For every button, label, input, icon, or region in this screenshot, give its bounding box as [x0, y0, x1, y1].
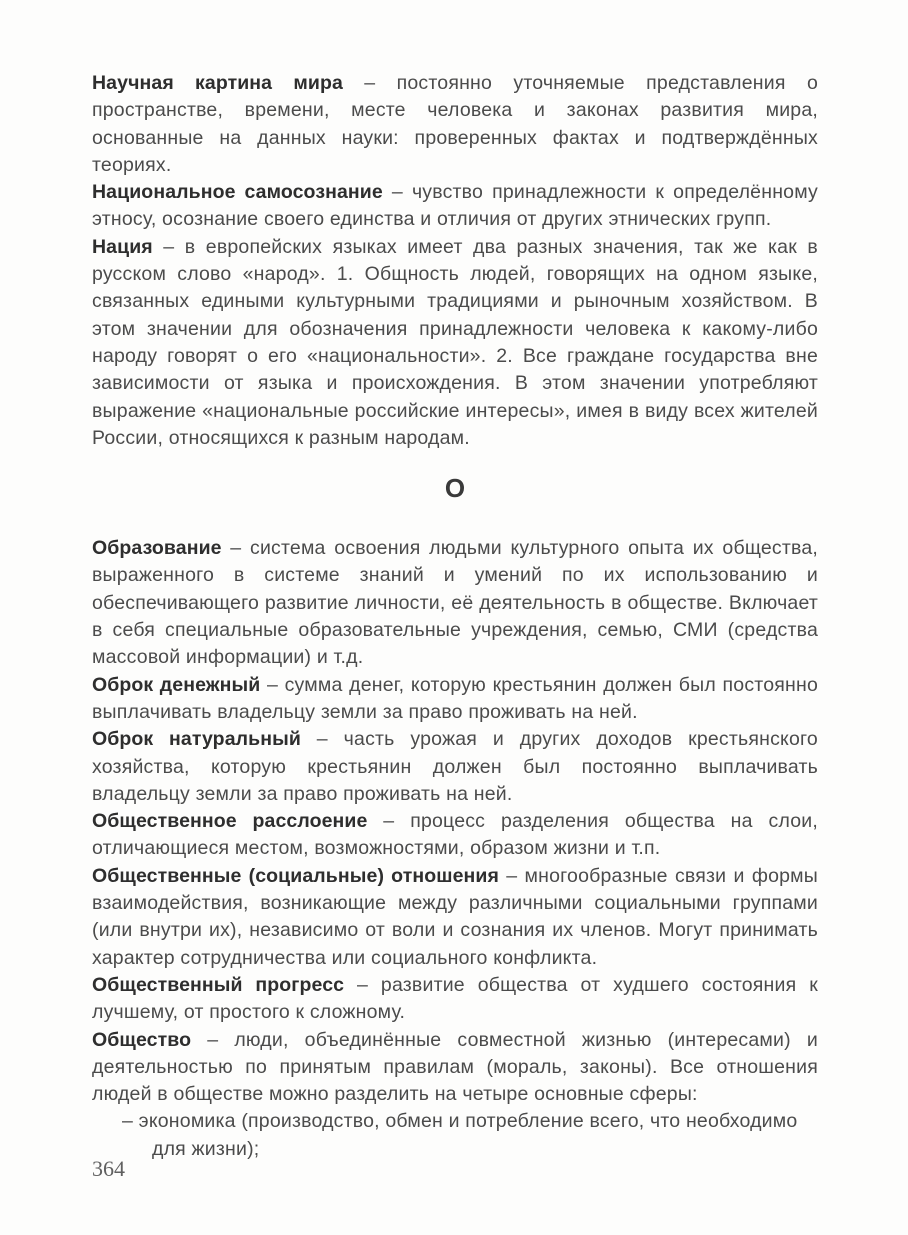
- glossary-content: [92, 70, 818, 1163]
- entry-term: Общественные (социальные) отношения: [92, 864, 499, 887]
- entry-definition: – процесс разделения общества на слои, отличающиеся местом, возможностями, образом жизни и т.п.: [92, 810, 819, 860]
- glossary-entry-obrok-denezhnyj: [92, 672, 818, 727]
- glossary-entry-obshchestvennye-otnosheniya: [92, 863, 818, 972]
- page-number: 364: [92, 1156, 125, 1181]
- glossary-entry-obrok-naturalnyj: [92, 726, 818, 808]
- entry-definition: – многообразные связи и формы взаимодействия, возникающие между различными социальными группами (или внутри их), независимо от воли и сознания их членов. Могут принимать характер сотрудничества или социального конфликта.: [92, 864, 818, 969]
- glossary-entry-obshchestvo: [92, 1027, 818, 1109]
- entry-definition: – система освоения людьми культурного опыта их общества, выраженного в системе знаний и умений по их использованию и обеспечивающего развитие личности, её деятельность в обществе. Включает в себя специальные образовательные учреждения, семью, СМИ (средства массовой информации) и т.д.: [92, 537, 818, 669]
- sphere-list-item-economy: – экономика (производство, обмен и потребление всего, что необходимо для жизни);: [122, 1110, 798, 1160]
- entry-definition: – чувство принадлежности к определённому этносу, осознание своего единства и отличия от других этнических групп.: [92, 181, 818, 231]
- glossary-entry-nauchnaya-kartina-mira: [92, 70, 818, 179]
- entry-term: Научная картина мира: [92, 72, 343, 94]
- entry-term: Общественный прогресс: [92, 973, 345, 996]
- entry-definition: – сумма денег, которую крестьянин должен был постоянно выплачивать владельцу земли за право проживать на ней.: [92, 673, 818, 723]
- section-letter-heading: О: [444, 473, 466, 504]
- entry-definition: – в европейских языках имеет два разных значения, так же как в русском слово «народ». 1. Общность людей, говорящих на одном языке, связанных едиными культурными традициями и рыночным хозяйством. В этом значении для обозначения принадлежности человека к какому-либо народу говорят о его «национальности». 2. Все граждане государства вне зависимости от языка и происхождения. В этом значении употребляют выражение «национальные российские интересы», имея в виду всех жителей России, относящихся к разным народам.: [92, 235, 818, 449]
- entry-definition: – часть урожая и других доходов крестьянского хозяйства, которую крестьянин должен был постоянно выплачивать владельцу земли за право проживать на ней.: [92, 728, 818, 805]
- entry-term: Национальное самосознание: [92, 181, 383, 204]
- glossary-entry-obshchestvennoe-rassloenie: [92, 808, 818, 863]
- entry-term: Нация: [92, 235, 153, 258]
- entry-term: Оброк натуральный: [92, 728, 301, 751]
- entry-term: Общество: [92, 1028, 192, 1051]
- glossary-entry-naciya: [92, 234, 818, 452]
- entry-term: Оброк денежный: [92, 673, 261, 696]
- entry-definition: – люди, объединённые совместной жизнью (интересами) и деятельностью по принятым правилам (мораль, законы). Все отношения людей в обществе можно разделить на четыре основные сферы:: [92, 1028, 818, 1106]
- entry-definition: – развитие общества от худшего состояния к лучшему, от простого к сложному.: [92, 973, 818, 1024]
- entry-definition: – постоянно уточняемые представления о пространстве, времени, месте человека и законах развития мира, основанные на данных науки: проверенных фактах и подтверждённых теориях.: [92, 72, 818, 176]
- entry-term: Образование: [92, 537, 222, 560]
- entry-term: Общественное расслоение: [92, 810, 368, 833]
- glossary-entry-obshchestvennyj-progress: [92, 972, 818, 1027]
- glossary-entry-obrazovanie: [92, 535, 818, 671]
- glossary-entry-nacionalnoe-samosoznanie: [92, 179, 818, 234]
